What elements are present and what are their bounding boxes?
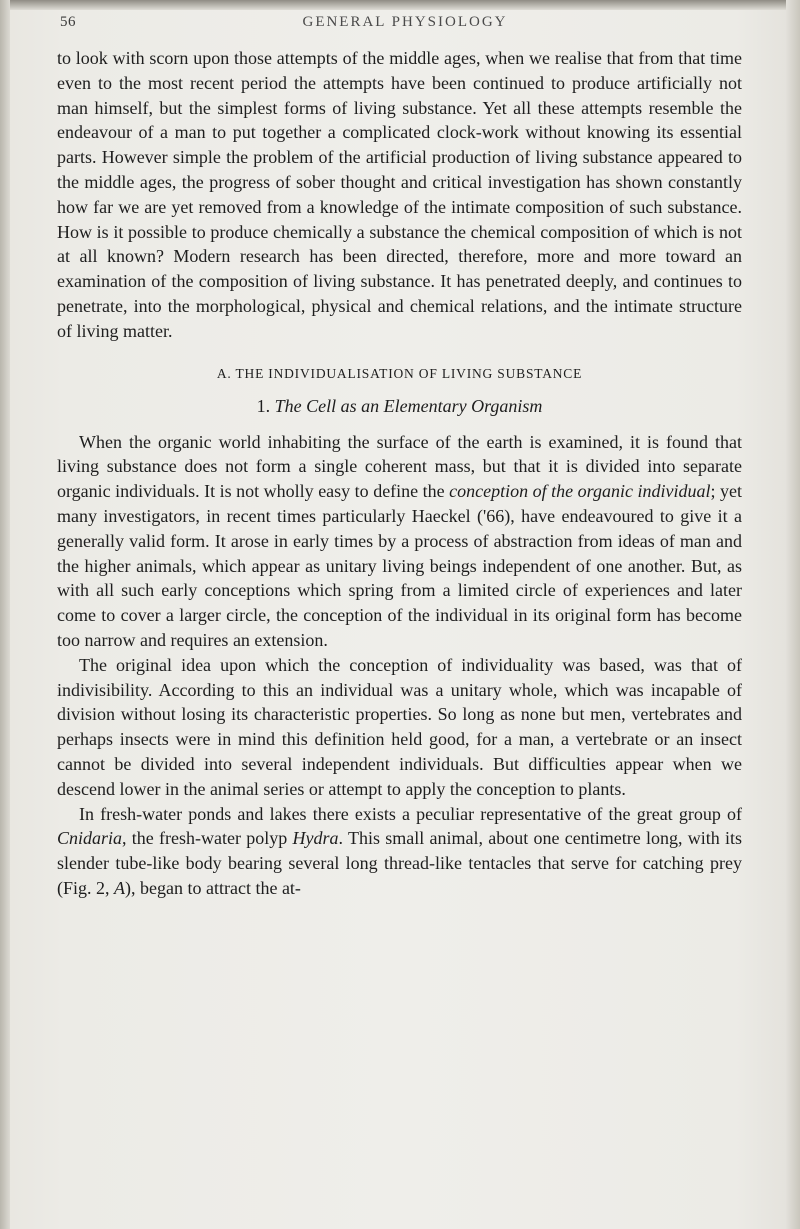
p1-text-a: When the organic world inhabiting the surface of the earth is examined, it is found that living substance does not form a single coherent mass, but that it is divided into separate organic individuals. It is not wholly easy to define the: [57, 431, 742, 502]
p1-italic: conception of the organic individual: [449, 481, 711, 502]
sub-heading-title: The Cell as an Elementary Organism: [274, 395, 543, 416]
page-spine-shadow: [0, 0, 10, 1229]
p3-text-a: In fresh-water ponds and lakes there exists a peculiar representative of the great group of: [79, 803, 742, 824]
p3-text-c: . This small animal, about one centimetre long, with its slender tube-like body bearing several long thread-like tentacles that serve for catching prey (Fig. 2,: [57, 828, 742, 898]
page-top-edge: [0, 0, 800, 10]
running-title: GENERAL PHYSIOLOGY: [302, 14, 508, 30]
text-block: [57, 42, 742, 901]
section-heading: A. THE INDIVIDUALISATION OF LIVING SUBSTANCE: [216, 365, 583, 381]
running-head: [60, 14, 750, 38]
p3-italic-cnidaria: Cnidaria: [57, 828, 123, 849]
paragraph-hydra: [57, 802, 742, 901]
sub-heading-number: 1.: [256, 395, 271, 416]
intro-paragraph: to look with scorn upon those attempts of the middle ages, when we realise that from that time even to the most recent period the attempts have been continued to produce artificially not man himself, but the simplest forms of living substance. Yet all these attempts resemble the endeavour of a man to put together a complicated clock-work without knowing its essential parts. However simple the problem of the artificial production of living substance appeared to the middle ages, the progress of sober thought and critical investigation has shown constantly how far we are yet removed from a knowledge of the intimate composition of such substance. How is it possible to produce chemically a substance the chemical composition of which is not at all known? Modern research has been directed, therefore, more and more toward an examination of the composition of living substance. It has penetrated deeply, and continues to penetrate, into the morphological, physical and chemical relations, and the intimate structure of living matter.: [57, 48, 742, 341]
p1-text-b: ; yet many investigators, in recent times particularly Haeckel ('66), have endeavoured to give it a generally valid form. It arose in early times by a process of abstraction from ideas of man and the higher animals, which appear as unitary living beings independent of one another. But, as with all such early conceptions which spring from a limited circle of experiences and later come to cover a larger circle, the conception of the individual in its original form has become too narrow and requires an extension.: [57, 481, 742, 650]
page-number: 56: [60, 14, 76, 30]
p3-italic-hydra: Hydra: [292, 828, 339, 849]
sub-heading: [57, 394, 742, 418]
paragraph-organic-individual: [57, 430, 742, 653]
p3-italic-a: A: [114, 877, 126, 898]
page-right-edge: [786, 0, 800, 1229]
p3-text-d: ), began to attract the at-: [125, 877, 301, 898]
p3-text-b: , the fresh-water polyp: [122, 828, 293, 849]
paragraph-indivisibility: The original idea upon which the conception of individuality was based, was that of indivisibility. According to this an individual was a unitary whole, which was incapable of division without losing its characteristic properties. So long as none but men, vertebrates and perhaps insects were in mind this definition held good, for a man, a vertebrate or an insect cannot be divided into several independent individuals. But difficulties appear when we descend lower in the animal series or attempt to apply the conception to plants.: [57, 654, 742, 799]
